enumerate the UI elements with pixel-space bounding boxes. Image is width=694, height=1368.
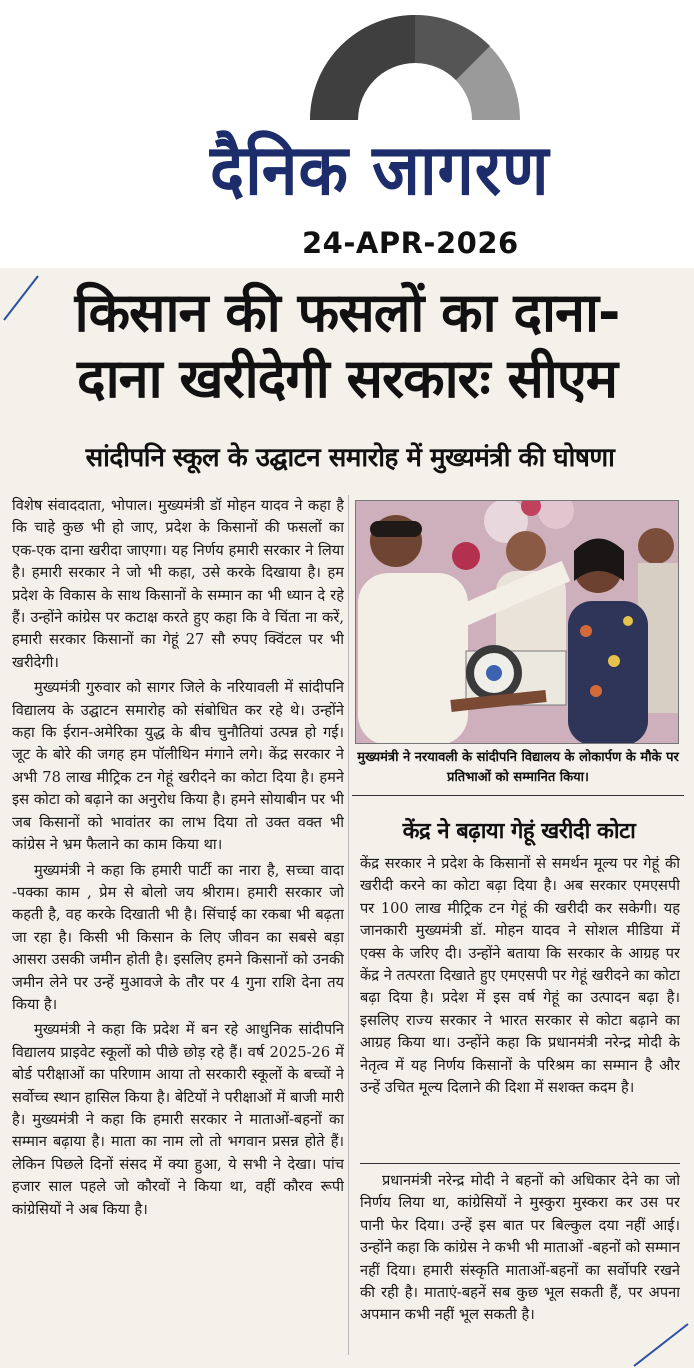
- article-paragraph: मुख्यमंत्री गुरुवार को सागर जिले के नरियावली में सांदीपनि विद्यालय के उद्घाटन समारोह को संबोधित कर रहे थे। उन्होंने कहा कि ईरान-अमेरिका युद्ध के बीच चुनौतियां उत्पन्न हो गई। जूट के बोरे की जगह हम पॉलीथिन मंगाने लगे। केंद्र सरकार ने अभी 78 लाख मीट्रिक टन गेहूं खरीदने का कोटा दिया है। हमने इस कोटा को बढ़ाने का अनुरोध किया है। हमने सोयाबीन पर भी जब किसानों को भावांतर का लाभ दिया तो उक्त वक्त भी कांग्रेस ने भ्रम फैलाने का काम किया था।: [12, 679, 344, 854]
- photo-illustration: [356, 501, 679, 744]
- headline-line-2: दाना खरीदेगी सरकारः सीएम: [76, 347, 617, 410]
- sidebar-story-divider: [360, 1163, 680, 1164]
- newspaper-logo-arc: [300, 2, 530, 122]
- article-subheadline: सांदीपनि स्कूल के उद्घाटन समारोह में मुख्यमंत्री की घोषणा: [85, 443, 615, 473]
- sidebar-story-paragraph: केंद्र सरकार ने प्रदेश के किसानों से समर्थन मूल्य पर गेहूं की खरीदी करने का कोटा बढ़ा दिया है। अब सरकार एमएसपी पर 100 लाख मीट्रिक टन गेहूं की खरीदी कर सकेगी। यह जानकारी मुख्यमंत्री डॉ. मोहन यादव ने सोशल मीडिया में एक्स के जरिए दी। उन्होंने बताया कि सरकार के आग्रह पर केंद्र ने तत्परता दिखाते हुए एमएसपी पर गेहूं खरीदने का कोटा बढ़ा दिया है। प्रदेश में इस वर्ष गेहूं का उत्पादन बढ़ा है। इसलिए राज्य सरकार ने भारत सरकार से कोटा बढ़ाने का आग्रह किया था। उन्होंने कहा कि प्रधानमंत्री नरेन्द्र मोदी के नेतृत्व में यह निर्णय किसानों के परिश्रम का सम्मान है और उन्हें उचित मूल्य दिलाने की दिशा में सशक्त कदम है।: [360, 855, 680, 1097]
- headline-line-1: किसान की फसलों का दाना-: [74, 281, 620, 344]
- article-headline: [14, 280, 680, 412]
- article-photo: [355, 500, 679, 744]
- article-body-left-column: [12, 495, 344, 1355]
- article-paragraph: विशेष संवाददाता, भोपाल। मुख्यमंत्री डॉ मोहन यादव ने कहा है कि चाहे कुछ भी हो जाए, प्रदेश के किसानों की फसलों का एक-एक दाना खरीदा जाएगा। यह निर्णय हमारी सरकार ने लिया है। हमारी सरकार ने जो भी कहा, उसे करके दिखाया है। हम प्रदेश के विकास के साथ किसानों के सम्मान का भी ध्यान दे रहे हैं। उन्होंने कांग्रेस पर कटाक्ष करते हुए कहा कि वे चिंता ना करें, हमारी सरकार किसानों का गेहूं 27 सौ रुपए क्विंटल पर भी खरीदेगी।: [12, 497, 344, 671]
- article-paragraph: मुख्यमंत्री ने कहा कि हमारी पार्टी का नारा है, सच्चा वादा -पक्का काम , प्रेम से बोलो जय श्रीराम। हमारी सरकार जो कहती है, वह करके दिखाती भी है। सिंचाई का रकबा भी बढ़ता जा रहा है। किसी भी किसान के लिए जीवन का सबसे बड़ा आसरा उसकी जमीन होती है। इसलिए हमने किसानों को उनकी जमीन लेने पर उन्हें मुआवजे के तौर पर 4 गुना राशि देना तय किया है।: [12, 861, 344, 1013]
- article-paragraph: प्रधानमंत्री नरेन्द्र मोदी ने बहनों को अधिकार देने का जो निर्णय लिया था, कांग्रेसियों ने मुस्कुरा मुस्करा कर उस पर पानी फेर दिया। उन्हें इस बात पर बिल्कुल दया नहीं आई। उन्होंने कहा कि कांग्रेस ने कभी भी माताओं -बहनों को सम्मान नहीं दिया। हमारी संस्कृति माताओं-बहनों का सर्वोपरि रखने की रही है। माताएं-बहनें सब कुछ भूल सकती हैं, पर अपना अपमान कभी नहीं भूल सकती है।: [360, 1172, 680, 1324]
- article-paragraph: मुख्यमंत्री ने कहा कि प्रदेश में बन रहे आधुनिक सांदीपनि विद्यालय प्राइवेट स्कूलों को पीछे छोड़ रहे हैं। वर्ष 2025-26 में बोर्ड परीक्षाओं का परिणाम आया तो सरकारी स्कूलों के बच्चों ने सर्वोच्च स्थान हासिल किया है। बेटियों ने परीक्षाओं में बाजी मारी है। मुख्यमंत्री ने कहा कि हमारी सरकार ने माताओं-बहनों का सम्मान बढ़ाया है। माता का नाम लो तो भगवान प्रसन्न होते हैं। लेकिन पिछले दिनों संसद में क्या हुआ, ये सभी ने देखा। पांच हजार साल पहले जो कौरवों ने किया था, वहीं कौरव रूपी कांग्रेसियों ने अब किया है।: [12, 1021, 344, 1218]
- clipping-corner-mark: [630, 1320, 690, 1368]
- photo-caption: मुख्यमंत्री ने नरयावली के सांदीपनि विद्यालय के लोकार्पण के मौके पर प्रतिभाओं को सम्मानित किया।: [357, 750, 679, 785]
- caption-divider: [352, 795, 684, 796]
- publication-date: 24-APR-2026: [302, 226, 519, 260]
- newspaper-masthead: दैनिक जागरण: [210, 129, 550, 211]
- column-divider: [348, 495, 349, 1355]
- sidebar-story-headline: केंद्र ने बढ़ाया गेहूं खरीदी कोटा: [402, 819, 636, 844]
- sidebar-story-body: [360, 853, 680, 1153]
